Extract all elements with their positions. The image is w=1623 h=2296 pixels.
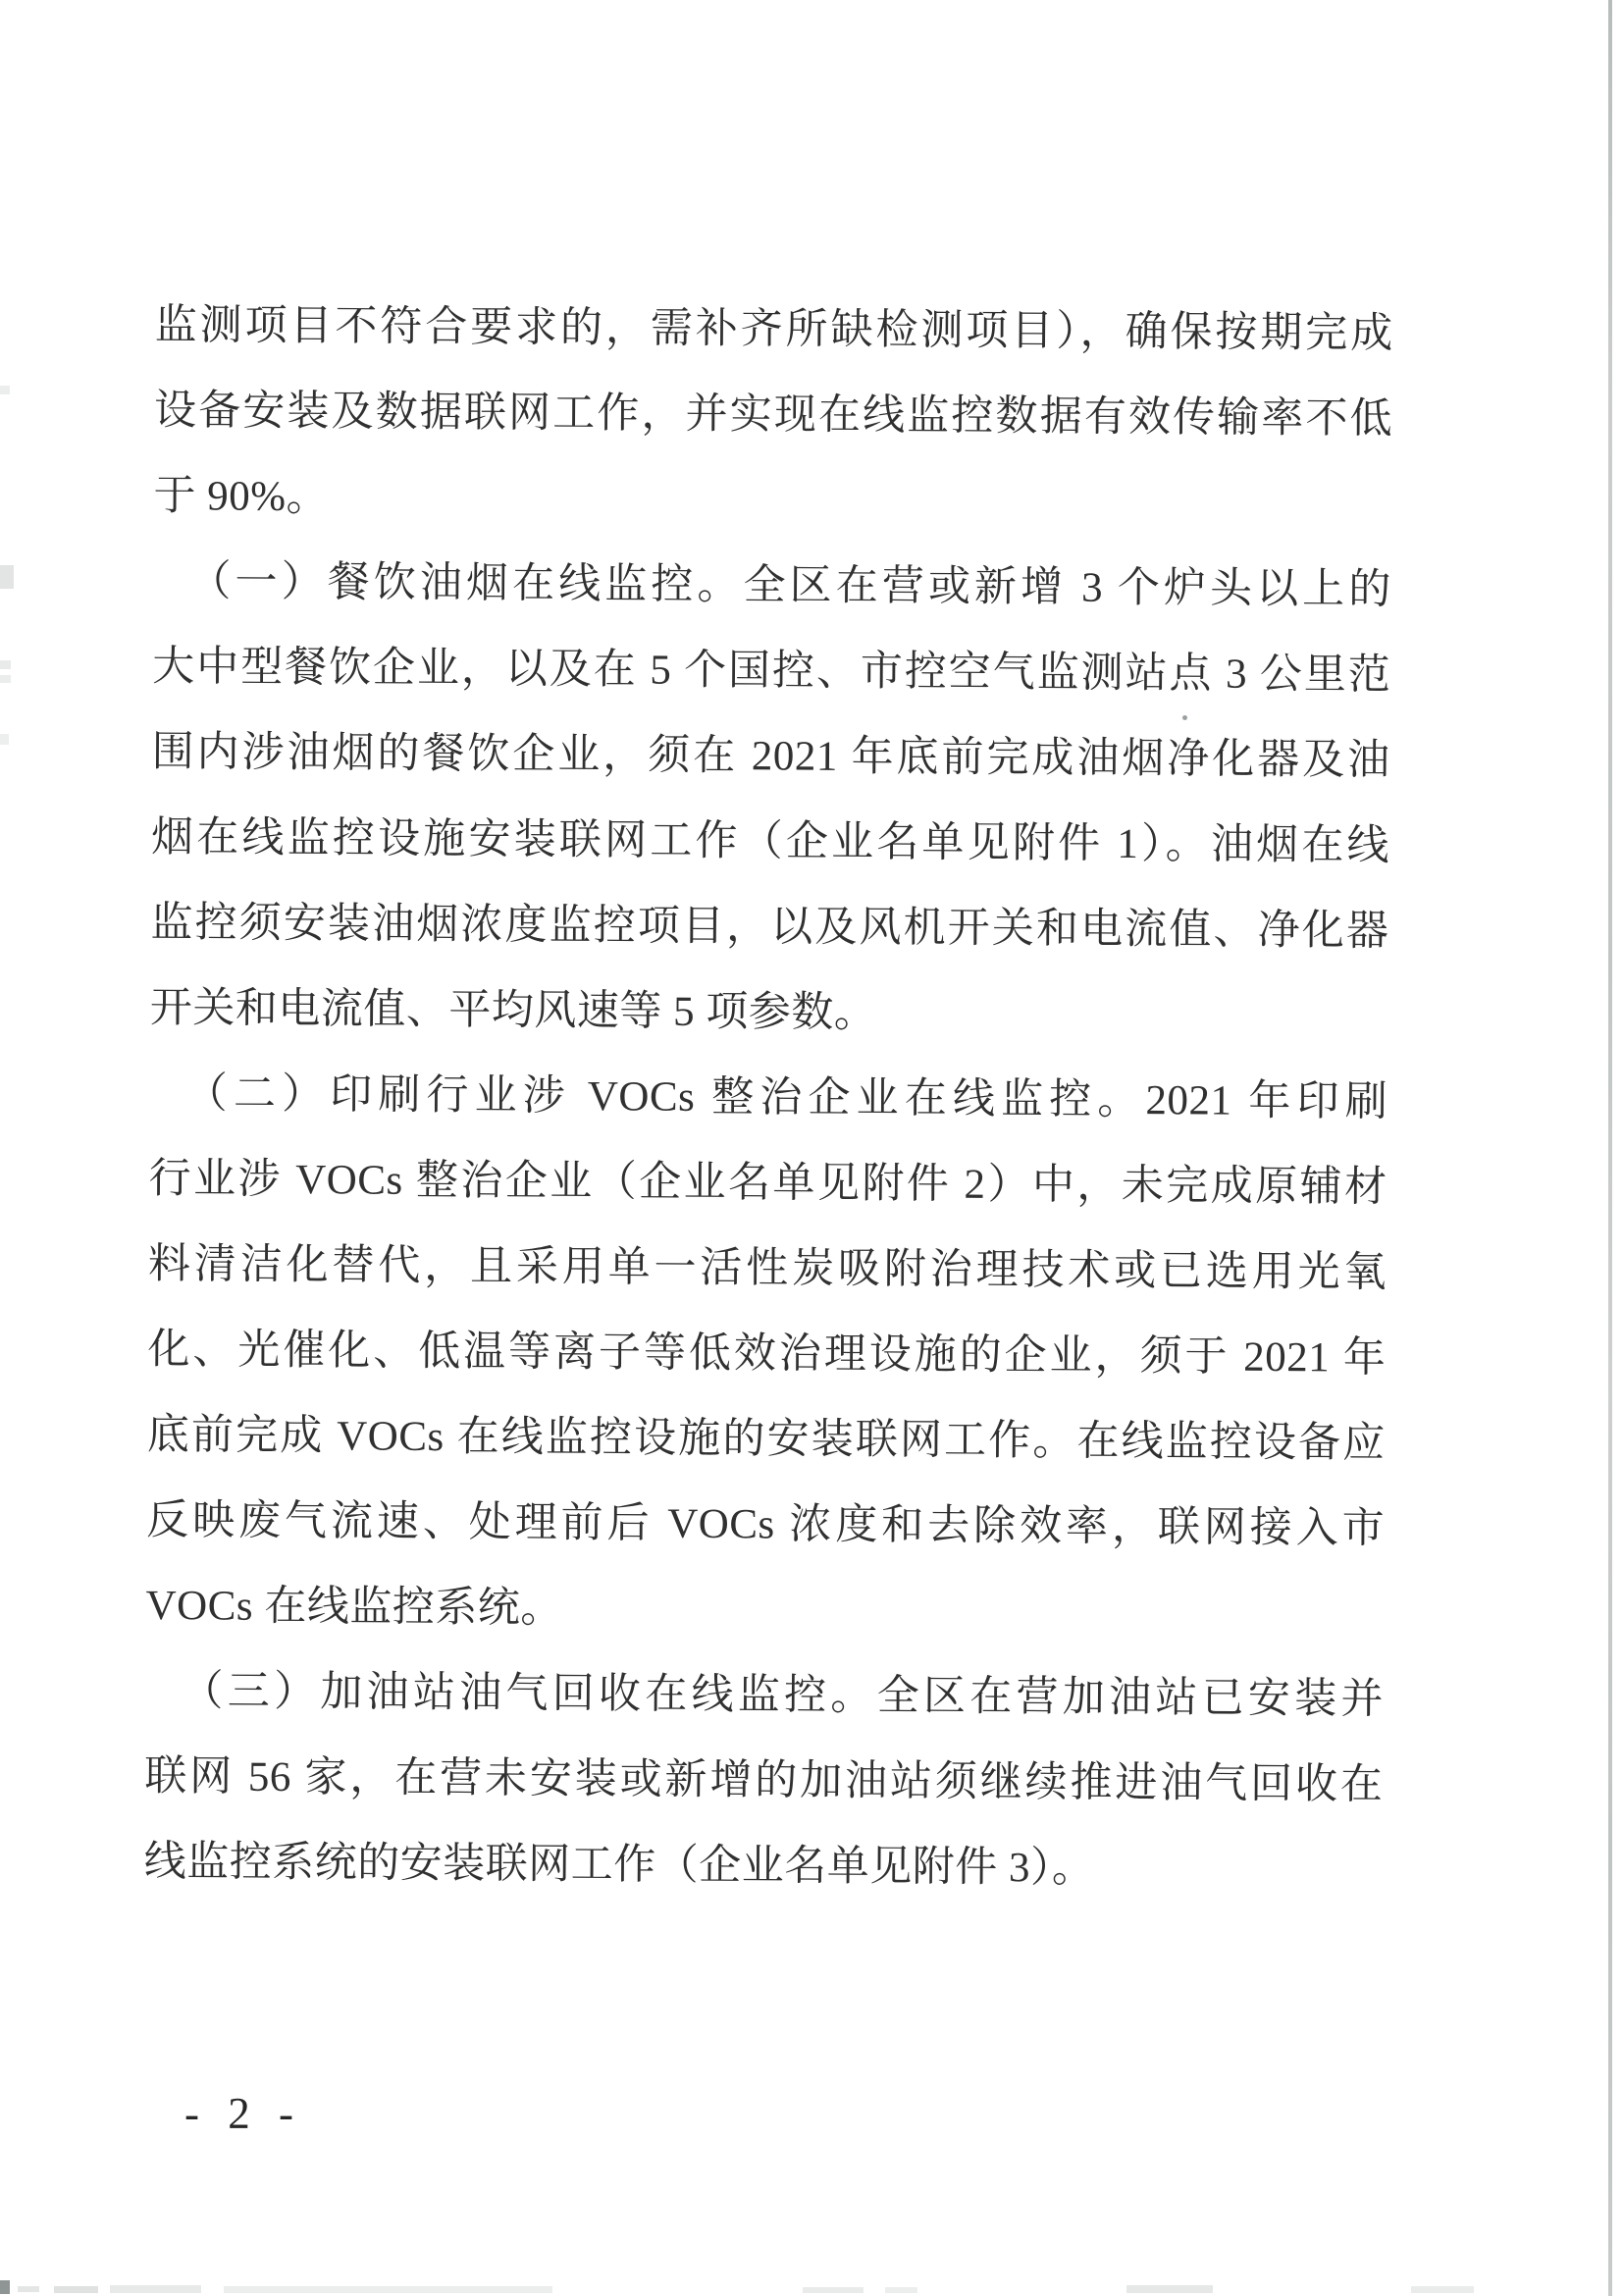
scan-artifact bbox=[0, 386, 10, 394]
text-line: （一）餐饮油烟在线监控。全区在营或新增 3 个炉头以上的 bbox=[188, 558, 1392, 613]
scan-artifact bbox=[0, 675, 11, 683]
scan-artifact bbox=[0, 734, 9, 745]
scan-artifact bbox=[803, 2287, 864, 2293]
body-text bbox=[143, 283, 1393, 1913]
scan-artifact bbox=[1411, 2286, 1474, 2293]
text-line: 行业涉 VOCs 整治企业（企业名单见附件 2）中，未完成原辅材 bbox=[148, 1155, 1387, 1211]
page-number: - 2 - bbox=[184, 2089, 298, 2138]
scan-artifact bbox=[224, 2286, 552, 2293]
scan-artifact bbox=[885, 2287, 917, 2293]
text-line: 监控须安装油烟浓度监控项目，以及风机开关和电流值、净化器 bbox=[150, 899, 1389, 955]
text-line: 于 90%。 bbox=[153, 472, 330, 521]
scan-artifact bbox=[0, 565, 14, 589]
text-line: 化、光催化、低温等离子等低效治理设施的企业，须于 2021 年 bbox=[147, 1326, 1387, 1382]
text-line: 料清洁化替代，且采用单一活性炭吸附治理技术或已选用光氧 bbox=[147, 1240, 1387, 1296]
text-line: 反映废气流速、处理前后 VOCs 浓度和去除效率，联网接入市 bbox=[146, 1496, 1386, 1552]
text-line: 大中型餐饮企业，以及在 5 个国控、市控空气监测站点 3 公里范 bbox=[152, 643, 1391, 699]
scan-artifact bbox=[0, 660, 11, 669]
text-line: （三）加油站油气回收在线监控。全区在营加油站已安装并 bbox=[181, 1668, 1385, 1723]
scan-artifact bbox=[54, 2286, 98, 2293]
scan-artifact bbox=[110, 2285, 201, 2293]
text-line: 联网 56 家，在营未安装或新增的加油站须继续推进油气回收在 bbox=[144, 1752, 1384, 1808]
scan-artifact bbox=[1182, 715, 1187, 720]
scan-artifact bbox=[18, 2286, 39, 2292]
text-line: 烟在线监控设施安装联网工作（企业名单见附件 1）。油烟在线 bbox=[150, 813, 1390, 869]
text-line: 开关和电流值、平均风速等 5 项参数。 bbox=[149, 984, 877, 1037]
text-line: 围内涉油烟的餐饮企业，须在 2021 年底前完成油烟净化器及油 bbox=[151, 728, 1390, 784]
text-line: 监测项目不符合要求的，需补齐所缺检测项目），确保按期完成 bbox=[154, 301, 1393, 357]
text-line: 底前完成 VOCs 在线监控设施的安装联网工作。在线监控设备应 bbox=[146, 1411, 1386, 1467]
scan-artifact bbox=[0, 2280, 10, 2294]
scan-edge-line bbox=[1608, 0, 1612, 2296]
scan-artifact bbox=[1126, 2285, 1213, 2293]
text-line: 设备安装及数据联网工作，并实现在线监控数据有效传输率不低 bbox=[153, 387, 1393, 443]
text-line: 线监控系统的安装联网工作（企业名单见附件 3）。 bbox=[143, 1838, 1095, 1892]
text-line: VOCs 在线监控系统。 bbox=[145, 1582, 564, 1632]
text-line: （二）印刷行业涉 VOCs 整治企业在线监控。2021 年印刷 bbox=[184, 1070, 1388, 1125]
